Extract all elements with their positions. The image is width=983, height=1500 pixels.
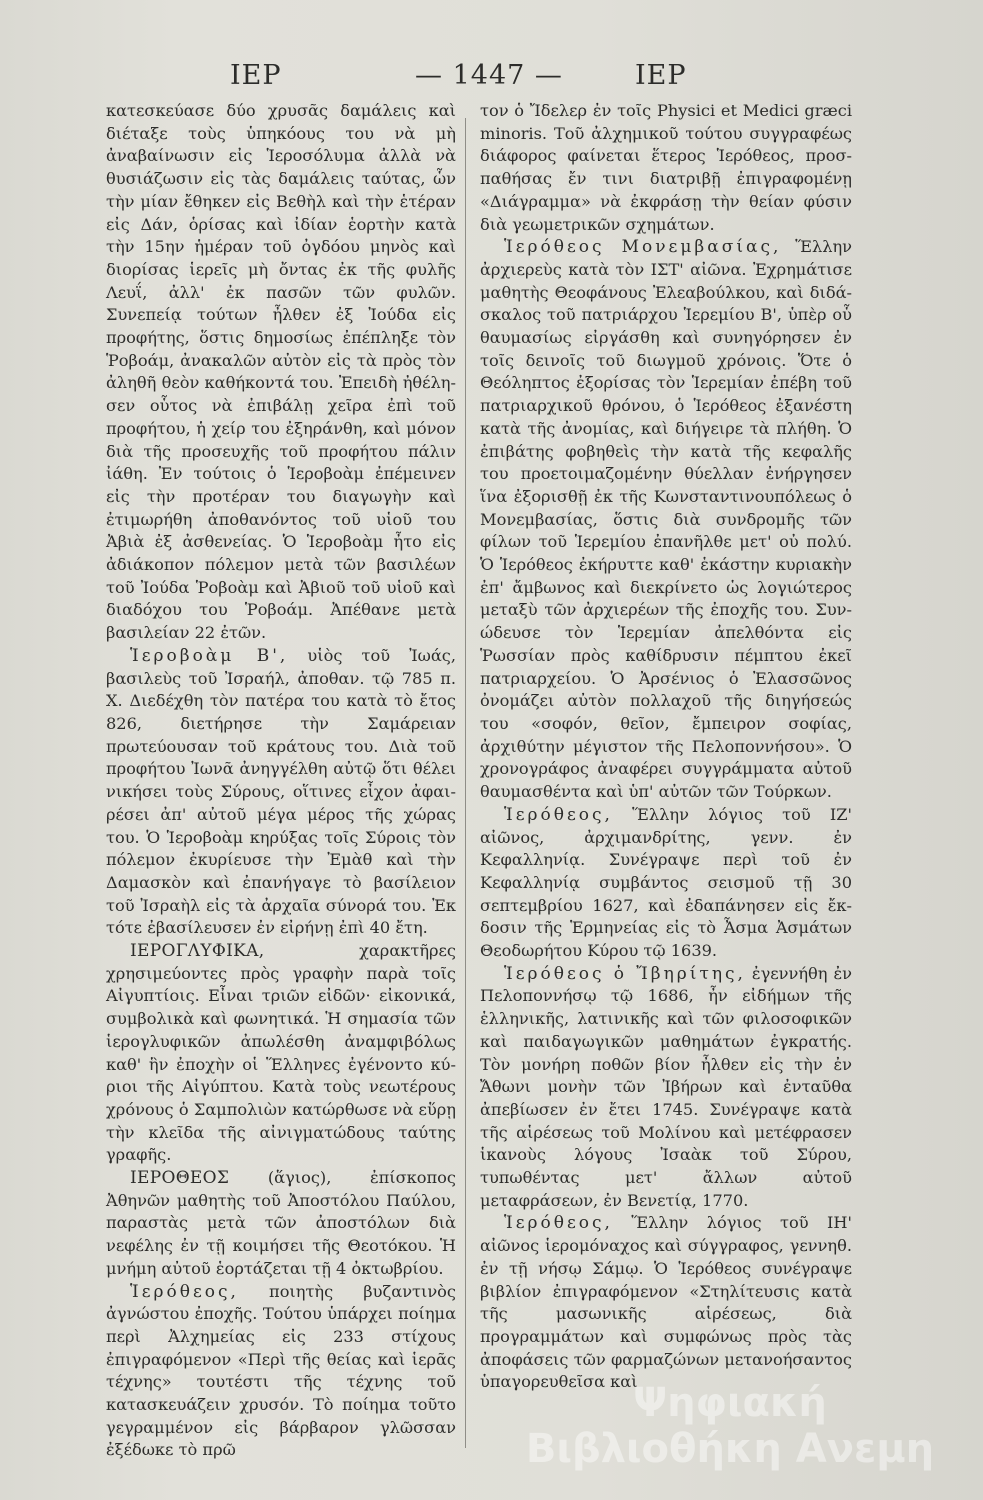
- paragraph-text: (ἅγιος), ἐπίσκοπος Ἀθηνῶν μαθητὴς τοῦ Ἀποστόλου Παύλου, παραστὰς μετὰ τῶν ἀποστόλων διὰ νεφέλης ἐν τῇ κοιμήσει τῆς Θεοτόκου. Ἡ μνήμη αὐτοῦ ἑορτάζεται τῇ 4 ὀκτωβρίου.: [106, 1168, 456, 1278]
- paragraph-text: Ἕλλην λόγιος τοῦ ΙΖ' αἰῶνος, ἀρχιμανδρίτης, γενν. ἐν Κεφαλληνίᾳ. Συνέγραψε περὶ τοῦ ἐν Κεφαλληνίᾳ συμβάντος σεισμοῦ τῇ 30 σεπτεμβρίου 1627, καὶ ἐδαπάνησεν εἰς ἔκδοσιν τῆς Ἑρμηνείας εἰς τὸ Ἆσμα Ἀσμάτων Θεοδωρήτου Κύρου τῷ 1639.: [480, 804, 852, 961]
- paragraph: [480, 1212, 852, 1394]
- paragraph-text: χαρακτῆρες χρησιμεύοντες πρὸς γραφὴν παρὰ τοῖς Αἰγυπτίοις. Εἶναι τριῶν εἰδῶν· εἰκονικά, συμβολικὰ καὶ φωνητικά. Ἡ σημασία τῶν ἱερογλυφικῶν ἀπωλέσθη ἀναμφιβόλως καθ' ἣν ἐποχὴν οἱ Ἕλληνες ἐγένοντο κύριοι τῆς Αἰγύπτου. Κατὰ τοὺς νεωτέρους χρόνους ὁ Σαμπολιὼν κατώρθωσε νὰ εὕρῃ τὴν κλεῖδα τῆς αἰνιγματώδους ταύτης γραφῆς.: [106, 941, 456, 1165]
- column-divider: [465, 118, 466, 1448]
- entry-head: Ἱερόθεος,: [504, 1213, 613, 1234]
- watermark: Ψηφιακή Βιβλιοθήκη Ανεμη: [525, 1380, 935, 1472]
- paragraph: [480, 100, 852, 236]
- entry-head: Ἱερόθεος ὁ Ἴβηρίτης,: [504, 963, 746, 984]
- entry-head: Ἱερόθεος,: [130, 1281, 239, 1302]
- paragraph: [106, 100, 456, 645]
- paragraph: [106, 645, 456, 940]
- running-head: [90, 60, 893, 100]
- header-left: IEP: [230, 60, 282, 91]
- paragraph-text: Ἕλλην ἀρχιερεὺς κατὰ τὸν ΙΣΤ' αἰῶνα. Ἐχρημάτισε μαθητὴς Θεοφάνους Ἐλεαβούλκου, καὶ διδάσκαλος τοῦ πατριάρχου Ἱερεμίου Β', ὑπὲρ οὗ θαυμασίως εἰργάσθη καὶ συνηγόρησεν ἐν τοῖς δεινοῖς τοῦ διωγμοῦ χρόνοις. Ὅτε ὁ Θεόληπτος ἐξορίσας τὸν Ἱερεμίαν ἐπέβη τοῦ πατριαρχικοῦ θρόνου, ὁ Ἱερόθεος ἐξανέστη κατὰ τῆς ἀνομίας, καὶ διήγειρε τὰ πλήθη. Ὁ ἐπιβάτης φοβηθεὶς τὴν κατὰ τῆς κεφαλῆς του προετοιμαζομένην θύελλαν ἐνήργησεν ἵνα ἐξορισθῇ ἐκ τῆς Κωνσταντινουπόλεως ὁ Μονεμβασίας, ὅστις διὰ συνδρομῆς τῶν φίλων τοῦ Ἱερεμίου ἐπανῆλθε μετ' οὐ πολύ. Ὁ Ἱερόθεος ἐκήρυττε καθ' ἑκάστην κυριακὴν ἐπ' ἄμβωνος καὶ διεκρίνετο ὡς λογιώτερος μεταξὺ τῶν ἀρχιερέων τῆς ἐποχῆς του. Συνώδευσε τὸν Ἱερεμίαν ἀπελθόντα εἰς Ῥωσσίαν πρὸς καθίδρυσιν πέμπτου ἐκεῖ πατριαρχείου. Ὁ Ἀρσένιος ὁ Ἐλασσῶνος ὀνομάζει αὐτὸν πολλαχοῦ τῆς διηγήσεώς του «σοφόν, θεῖον, ἔμπειρον σοφίας, ἀρχιθύτην μέγιστον τῆς Πελοποννήσου». Ὁ χρονογράφος ἀναφέρει συγγράμματα αὐτοῦ θαυμασθέντα καὶ ὑπ' αὐτῶν τῶν Τούρκων.: [480, 237, 852, 802]
- paragraph-text: ἐγεννήθη ἐν Πελοποννήσῳ τῷ 1686, ἦν εἰδήμων τῆς ἑλληνικῆς, λατινικῆς καὶ τῶν φιλοσοφικῶν καὶ παιδαγωγικῶν μαθημάτων ἐγκρατής. Τὸν μονήρη ποθῶν βίον ἦλθεν εἰς τὴν ἐν Ἄθωνι μονὴν τῶν Ἰβήρων καὶ ἐνταῦθα ἀπεβίωσεν ἐν ἔτει 1745. Συνέγραψε κατὰ τῆς αἱρέσεως τοῦ Μολίνου καὶ μετέφρασεν ἱκανοὺς λόγους Ἰσαὰκ τοῦ Σύρου, τυπωθέντας μετ' ἄλλων αὐτοῦ μεταφράσεων, ἐν Βενετίᾳ, 1770.: [480, 963, 852, 1210]
- right-column: [480, 100, 852, 1394]
- paragraph: [106, 1167, 456, 1281]
- paragraph-text: Ἕλλην λόγιος τοῦ ΙΗ' αἰῶνος ἱερομόναχος καὶ σύγγραφος, γεννηθ. ἐν τῇ νήσῳ Σάμῳ. Ὁ Ἱερόθεος συνέγραψε βιβλίον ἐπιγραφόμενον «Στηλίτευσις κατὰ τῆς μασωνικῆς αἱρέσεως, διὰ προγραμμάτων καὶ συμφώνως πρὸς τὰς ἀποφάσεις τῶν φαρμαζώνων μετανοήσαντος ὑπαγορευθεῖσα καὶ: [480, 1213, 852, 1392]
- entry-head: ΙΕΡΟΓΛΥΦΙΚΑ,: [130, 941, 265, 962]
- left-column: [106, 100, 456, 1462]
- entry-head: Ἱερόθεος,: [504, 804, 613, 825]
- paragraph-text: τον ὁ Ἴδελερ ἐν τοῖς Physici et Medici græci minoris. Τοῦ ἀλχημικοῦ τούτου συγγραφέως διάφορος φαίνεται ἕτερος Ἱερόθεος, προσπαθήσας ἔν τινι διατριβῇ ἐπιγραφομένῃ «Διάγραμμα» νὰ ἐκφράσῃ τὴν θείαν φύσιν διὰ γεωμετρικῶν σχημάτων.: [480, 101, 852, 234]
- paragraph: [480, 804, 852, 963]
- paragraph-text: κατεσκεύασε δύο χρυσᾶς δαμάλεις καὶ διέταξε τοὺς ὑπηκόους του νὰ μὴ ἀναβαίνωσιν εἰς Ἱεροσόλυμα ἀλλὰ νὰ θυσιάζωσιν εἰς τὰς δαμάλεις ταύτας, ὧν τὴν μίαν ἔθηκεν εἰς Βεθὴλ καὶ τὴν ἑτέραν εἰς Δάν, ὁρίσας καὶ ἰδίαν ἑορτὴν κατὰ τὴν 15ην ἡμέραν τοῦ ὀγδόου μηνὸς καὶ διορίσας ἱερεῖς μὴ ὄντας ἐκ τῆς φυλῆς Λευΐ, ἀλλ' ἐκ πασῶν τῶν φυλῶν. Συνεπείᾳ τούτων ἦλθεν ἐξ Ἰούδα εἰς προφήτης, ὅστις δημοσίως ἐπέπληξε τὸν Ῥοβοάμ, ἀνακαλῶν αὐτὸν εἰς τὰ πρὸς τὸν ἀληθῆ θεὸν καθήκοντά του. Ἐπειδὴ ἠθέλησεν οὗτος νὰ ἐπιβάλῃ χεῖρα ἐπὶ τοῦ προφήτου, ἡ χείρ του ἐξηράνθη, καὶ μόνον διὰ τῆς προσευχῆς τοῦ προφήτου πάλιν ἰάθη. Ἐν τούτοις ὁ Ἱεροβοὰμ ἐπέμεινεν εἰς τὴν προτέραν του διαγωγὴν καὶ ἐτιμωρήθη ἀποθανόντος τοῦ υἱοῦ του Ἀβιὰ ἐξ ἀσθενείας. Ὁ Ἱεροβοὰμ ἦτο εἰς ἀδιάκοπον πόλεμον μετὰ τῶν βασιλέων τοῦ Ἰούδα Ῥοβοὰμ καὶ Ἀβιοῦ τοῦ υἱοῦ καὶ διαδόχου του Ῥοβοάμ. Ἀπέθανε μετὰ βασιλείαν 22 ἐτῶν.: [106, 101, 456, 643]
- paragraph: [480, 236, 852, 804]
- header-right: IEP: [635, 60, 687, 91]
- paragraph: [106, 940, 456, 1167]
- paragraph-text: υἱὸς τοῦ Ἰωάς, βασιλεὺς τοῦ Ἰσραήλ, ἀποθαν. τῷ 785 π. Χ. Διεδέχθη τὸν πατέρα του κατὰ τὸ ἔτος 826, διετήρησε τὴν Σαμάρειαν πρωτεύουσαν τοῦ κράτους του. Διὰ τοῦ προφήτου Ἰωνᾶ ἀνηγγέλθη αὐτῷ ὅτι θέλει νικήσει τοὺς Σύρους, οἵτινες εἶχον ἀφαιρέσει ἀπ' αὐτοῦ μέγα μέρος τῆς χώρας του. Ὁ Ἱεροβοὰμ κηρύξας τοῖς Σύροις τὸν πόλεμον ἐκυρίευσε τὴν Ἐμὰθ καὶ τὴν Δαμασκὸν καὶ ἐπανήγαγε τὸ βασίλειον τοῦ Ἰσραὴλ εἰς τὰ ἀρχαῖα σύνορά του. Ἐκ τότε ἐβασίλευσεν ἐν εἰρήνῃ ἐπὶ 40 ἔτη.: [106, 645, 456, 938]
- paragraph: [106, 1281, 456, 1463]
- entry-head: Ἱερόθεος Μονεμβασίας,: [504, 237, 782, 258]
- paragraph-text: ποιητὴς βυζαντινὸς ἀγνώστου ἐποχῆς. Τούτου ὑπάρχει ποίημα περὶ Ἀλχημείας εἰς 233 στίχους ἐπιγραφόμενον «Περὶ τῆς θείας καὶ ἱερᾶς τέχνης» τουτέστι τῆς τέχνης τοῦ κατασκευάζειν χρυσόν. Τὸ ποίημα τοῦτο γεγραμμένον εἰς βάρβαρον γλῶσσαν ἐξέδωκε τὸ πρῶ: [106, 1281, 456, 1460]
- entry-head: Ἱεροβοὰμ Β',: [130, 645, 289, 666]
- entry-head: ΙΕΡΟΘΕΟΣ: [130, 1168, 230, 1189]
- paragraph: [480, 963, 852, 1213]
- page-number: — 1447 —: [415, 60, 563, 91]
